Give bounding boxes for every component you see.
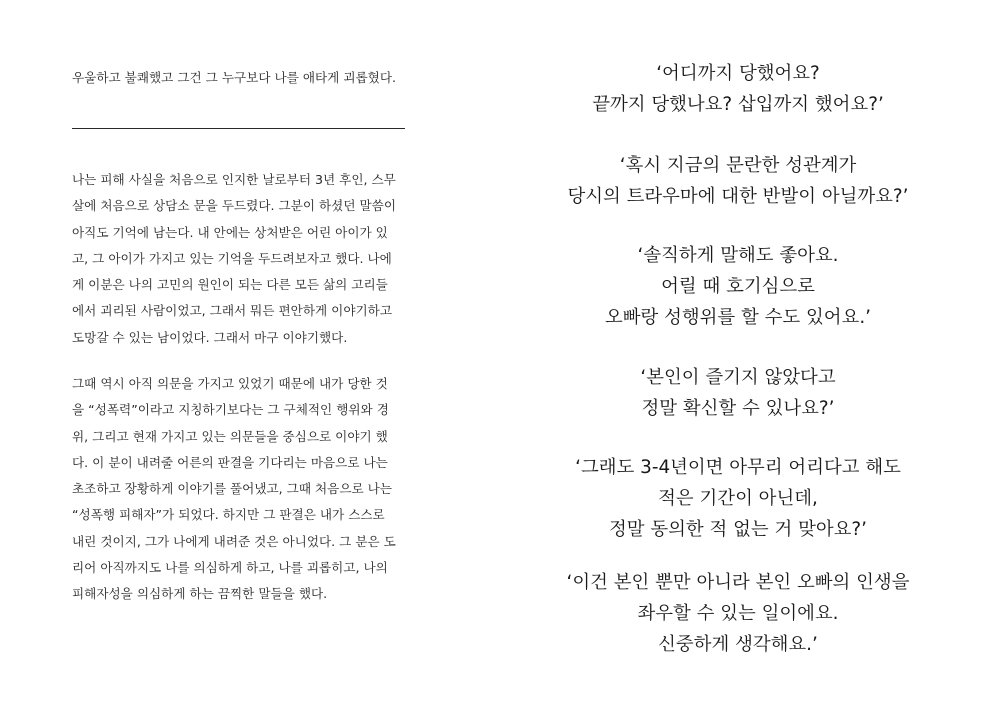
paragraph-line: 에서 괴리된 사람이었고, 그래서 뭐든 편안하게 이야기하고 <box>72 303 392 319</box>
quote-line: ‘어디까지 당했어요? <box>656 63 820 84</box>
quote-line: 끝까지 당했나요? 삽입까지 했어요?’ <box>592 94 884 115</box>
quote-line: ‘솔직하게 말해도 좋아요. <box>637 245 839 266</box>
right-page <box>528 0 948 723</box>
quote-block <box>528 150 948 212</box>
quote-line: ‘혹시 지금의 문란한 성관계가 <box>619 155 857 176</box>
paragraph-line: 초조하고 장황하게 이야기를 풀어냈고, 그때 처음으로 나는 <box>72 481 392 497</box>
paragraph-counseling-visit <box>72 167 412 351</box>
section-divider <box>72 128 405 129</box>
paragraph-counselor-judgment <box>72 371 412 608</box>
quote-line: 정말 확신할 수 있나요?’ <box>641 398 835 419</box>
quote-block <box>528 240 948 333</box>
paragraph-line: 리어 아직까지도 나를 의심하게 하고, 나를 괴롭히고, 나의 <box>72 560 388 576</box>
paragraph-line: 피해자성을 의심하게 하는 끔찍한 말들을 했다. <box>72 586 328 602</box>
quote-line: 신중하게 생각해요.’ <box>658 634 818 655</box>
quote-line: 적은 기간이 아닌데, <box>658 488 818 509</box>
quote-line: ‘본인이 즐기지 않았다고 <box>640 367 836 388</box>
quote-line: ‘그래도 3-4년이면 아무리 어리다고 해도 <box>575 457 901 478</box>
quote-line: 정말 동의한 적 없는 거 맞아요?’ <box>608 519 868 540</box>
quote-block <box>528 452 948 545</box>
quote-block <box>528 362 948 424</box>
quote-block <box>528 58 948 120</box>
paragraph-line: 다. 이 분이 내려줄 어른의 판결을 기다리는 마음으로 나는 <box>72 454 388 470</box>
paragraph-line: 게 이분은 나의 고민의 원인이 되는 다른 모든 삶의 고리들 <box>72 277 388 293</box>
opening-line: 우울하고 불쾌했고 그건 그 누구보다 나를 애타게 괴롭혔다. <box>72 70 396 85</box>
quote-line: 어릴 때 호기심으로 <box>661 276 815 297</box>
paragraph-line: 나는 피해 사실을 처음으로 인지한 날로부터 3년 후인, 스무 <box>72 172 396 187</box>
quote-line: 당시의 트라우마에 대한 반발이 아닐까요?’ <box>567 186 909 207</box>
quote-line: 오빠랑 성행위를 할 수도 있어요.’ <box>604 307 872 328</box>
paragraph-line: 아직도 기억에 남는다. 내 안에는 상처받은 어린 아이가 있 <box>72 224 388 240</box>
paragraph-line: 위, 그리고 현재 가지고 있는 의문들을 중심으로 이야기 했 <box>72 428 388 444</box>
paragraph-line: 도망갈 수 있는 남이었다. 그래서 마구 이야기했다. <box>72 329 348 345</box>
paragraph-line: 살에 처음으로 상담소 문을 두드렸다. 그분이 하셨던 말씀이 <box>72 198 396 214</box>
left-page <box>72 0 408 723</box>
paragraph-line: 고, 그 아이가 가지고 있는 기억을 두드려보자고 했다. 나에 <box>72 250 392 266</box>
paragraph-line: “성폭행 피해자”가 되었다. 하지만 그 판결은 내가 스스로 <box>72 507 385 523</box>
paragraph-line: 내린 것이지, 그가 나에게 내려준 것은 아니었다. 그 분은 도 <box>72 533 396 549</box>
paragraph-line: 을 “성폭력”이라고 지칭하기보다는 그 구체적인 행위와 경 <box>72 402 389 418</box>
quote-line: ‘이건 본인 뿐만 아니라 본인 오빠의 인생을 <box>566 572 910 593</box>
paragraph-line: 그때 역시 아직 의문을 가지고 있었기 때문에 내가 당한 것 <box>72 376 388 391</box>
quote-block <box>528 567 948 660</box>
quote-line: 좌우할 수 있는 일이에요. <box>637 603 839 624</box>
